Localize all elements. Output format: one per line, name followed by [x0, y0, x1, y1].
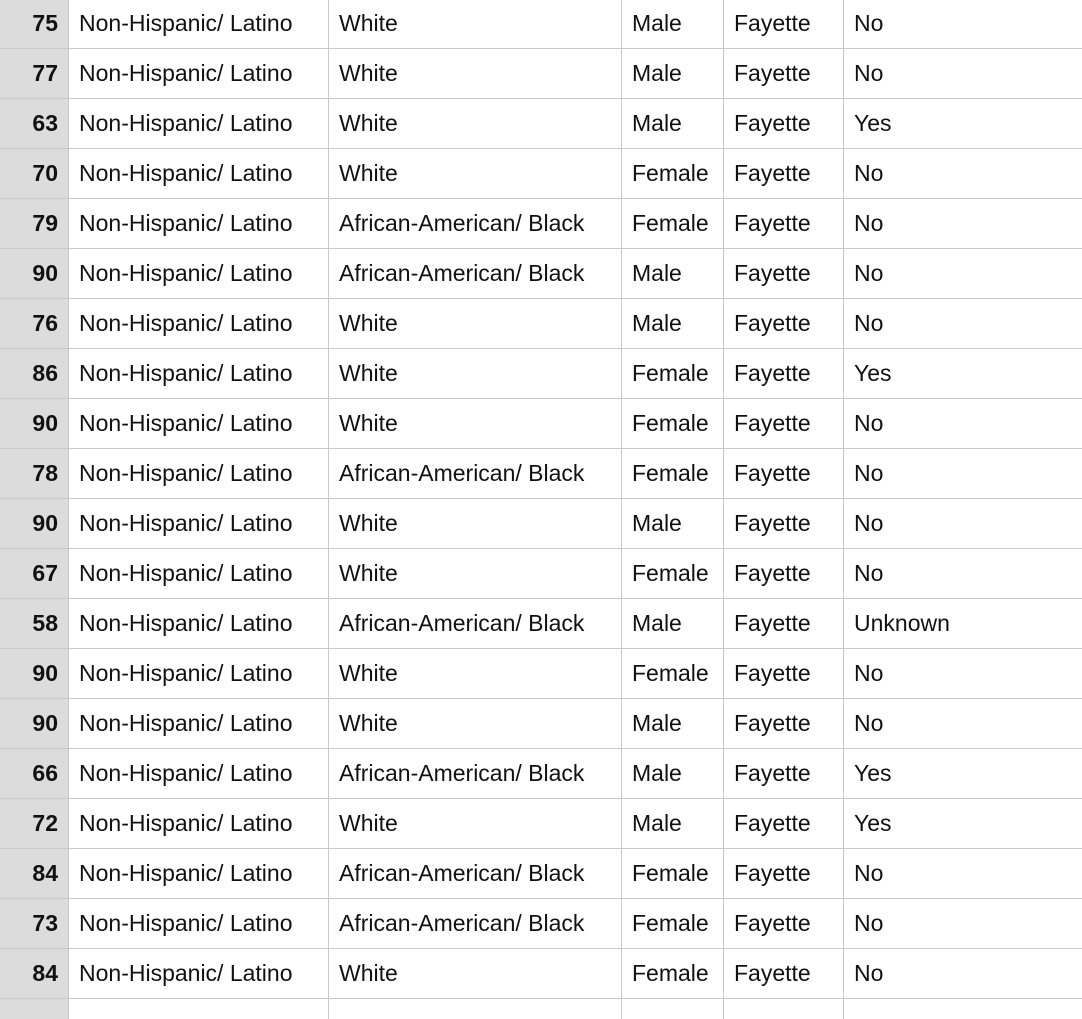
ethnicity-cell[interactable]: Non-Hispanic/ Latino [69, 199, 329, 248]
table-row [0, 199, 1082, 249]
flag-cell[interactable]: No [854, 160, 884, 186]
table-row [0, 949, 1082, 999]
row-header-cell[interactable]: 86 [0, 349, 69, 398]
ethnicity-cell[interactable]: Non-Hispanic/ Latino [69, 749, 329, 798]
flag-cell[interactable]: Yes [854, 760, 892, 786]
row-header-cell[interactable]: 75 [0, 0, 69, 48]
ethnicity-cell[interactable]: Non-Hispanic/ Latino [69, 549, 329, 598]
county-cell[interactable]: Fayette [724, 149, 844, 198]
race-cell[interactable]: White [329, 649, 622, 698]
row-header-cell[interactable]: 58 [0, 599, 69, 648]
ethnicity-cell[interactable]: Non-Hispanic/ Latino [69, 349, 329, 398]
flag-cell[interactable]: No [854, 510, 884, 536]
county-cell[interactable]: Fayette [724, 599, 844, 648]
race-cell[interactable]: White [329, 499, 622, 548]
ethnicity-cell[interactable]: Non-Hispanic/ Latino [69, 649, 329, 698]
flag-cell[interactable]: No [854, 10, 884, 36]
row-header-cell[interactable]: 79 [0, 199, 69, 248]
row-header-cell[interactable]: 90 [0, 649, 69, 698]
ethnicity-cell[interactable]: Non-Hispanic/ Latino [69, 699, 329, 748]
row-header-cell[interactable]: 90 [0, 699, 69, 748]
flag-cell[interactable]: No [854, 410, 884, 436]
sex-cell[interactable]: Male [622, 749, 724, 798]
race-cell[interactable]: White [329, 299, 622, 348]
ethnicity-cell[interactable]: Non-Hispanic/ Latino [69, 399, 329, 448]
county-cell[interactable]: Fayette [724, 499, 844, 548]
table-row [0, 749, 1082, 799]
flag-cell[interactable]: Yes [854, 360, 892, 386]
county-cell[interactable]: Fayette [724, 799, 844, 848]
ethnicity-cell[interactable]: Non-Hispanic/ Latino [69, 99, 329, 148]
row-header-cell[interactable]: 63 [0, 99, 69, 148]
row-header-cell[interactable]: 76 [0, 299, 69, 348]
county-cell[interactable]: Fayette [724, 249, 844, 298]
sex-cell[interactable]: Female [622, 949, 724, 998]
table-row [0, 649, 1082, 699]
sex-cell[interactable]: Female [622, 899, 724, 948]
ethnicity-cell[interactable]: Non-Hispanic/ Latino [69, 249, 329, 298]
race-cell[interactable]: African-American/ Black [329, 899, 622, 948]
county-cell[interactable]: Fayette [724, 849, 844, 898]
ethnicity-cell[interactable]: Non-Hispanic/ Latino [69, 149, 329, 198]
ethnicity-cell[interactable]: Non-Hispanic/ Latino [69, 899, 329, 948]
county-cell[interactable]: Fayette [724, 549, 844, 598]
table-row [0, 849, 1082, 899]
race-cell[interactable]: White [329, 699, 622, 748]
flag-cell[interactable]: No [854, 860, 884, 886]
sex-cell[interactable]: Male [622, 499, 724, 548]
county-cell[interactable]: Fayette [724, 649, 844, 698]
table-row [0, 249, 1082, 299]
county-cell[interactable]: Fayette [724, 49, 844, 98]
row-header-cell[interactable] [0, 999, 69, 1019]
ethnicity-cell[interactable] [69, 999, 329, 1019]
race-cell[interactable]: African-American/ Black [329, 249, 622, 298]
county-cell[interactable]: Fayette [724, 699, 844, 748]
flag-cell[interactable]: Yes [854, 110, 892, 136]
sex-cell[interactable]: Male [622, 49, 724, 98]
county-cell[interactable]: Fayette [724, 949, 844, 998]
flag-cell[interactable] [844, 999, 1082, 1019]
flag-cell[interactable]: No [854, 910, 884, 936]
table-row [0, 99, 1082, 149]
row-header-cell[interactable]: 78 [0, 449, 69, 498]
row-header-cell[interactable]: 67 [0, 549, 69, 598]
sex-cell[interactable]: Female [622, 149, 724, 198]
sex-cell[interactable] [622, 999, 724, 1019]
race-cell[interactable]: White [329, 399, 622, 448]
sex-cell[interactable]: Male [622, 299, 724, 348]
table-row [0, 699, 1082, 749]
ethnicity-cell[interactable]: Non-Hispanic/ Latino [69, 49, 329, 98]
table-row [0, 0, 1082, 49]
sex-cell[interactable]: Female [622, 649, 724, 698]
ethnicity-cell[interactable]: Non-Hispanic/ Latino [69, 0, 329, 48]
table-row [0, 399, 1082, 449]
sex-cell[interactable]: Female [622, 199, 724, 248]
race-cell[interactable]: White [329, 99, 622, 148]
county-cell[interactable]: Fayette [724, 749, 844, 798]
row-header-cell[interactable]: 84 [0, 849, 69, 898]
row-header-cell[interactable]: 66 [0, 749, 69, 798]
race-cell[interactable]: African-American/ Black [329, 599, 622, 648]
ethnicity-cell[interactable]: Non-Hispanic/ Latino [69, 949, 329, 998]
table-row [0, 499, 1082, 549]
sex-cell[interactable]: Female [622, 849, 724, 898]
sex-cell[interactable]: Male [622, 699, 724, 748]
table-row [0, 799, 1082, 849]
table-row [0, 299, 1082, 349]
county-cell[interactable]: Fayette [724, 399, 844, 448]
table-row [0, 899, 1082, 949]
table-row-partial [0, 999, 1082, 1019]
race-cell[interactable]: African-American/ Black [329, 849, 622, 898]
row-header-cell[interactable]: 90 [0, 399, 69, 448]
race-cell[interactable]: White [329, 549, 622, 598]
sex-cell[interactable]: Male [622, 599, 724, 648]
table-row [0, 549, 1082, 599]
row-header-cell[interactable]: 90 [0, 499, 69, 548]
county-cell[interactable]: Fayette [724, 299, 844, 348]
flag-cell[interactable]: No [854, 260, 884, 286]
flag-cell[interactable]: Yes [854, 810, 892, 836]
county-cell[interactable]: Fayette [724, 449, 844, 498]
row-header-cell[interactable]: 90 [0, 249, 69, 298]
flag-cell[interactable]: No [854, 710, 884, 736]
sex-cell[interactable]: Female [622, 349, 724, 398]
flag-cell[interactable]: No [854, 210, 884, 236]
flag-cell[interactable]: No [854, 960, 884, 986]
county-cell[interactable] [724, 999, 844, 1019]
sex-cell[interactable]: Male [622, 99, 724, 148]
county-cell[interactable]: Fayette [724, 0, 844, 48]
race-cell[interactable]: White [329, 349, 622, 398]
flag-cell[interactable]: No [854, 460, 884, 486]
race-cell[interactable]: White [329, 149, 622, 198]
ethnicity-cell[interactable]: Non-Hispanic/ Latino [69, 499, 329, 548]
table-row [0, 149, 1082, 199]
ethnicity-cell[interactable]: Non-Hispanic/ Latino [69, 849, 329, 898]
county-cell[interactable]: Fayette [724, 99, 844, 148]
race-cell[interactable]: African-American/ Black [329, 199, 622, 248]
row-header-cell[interactable]: 72 [0, 799, 69, 848]
county-cell[interactable]: Fayette [724, 349, 844, 398]
flag-cell[interactable]: No [854, 310, 884, 336]
table-row [0, 599, 1082, 649]
ethnicity-cell[interactable]: Non-Hispanic/ Latino [69, 299, 329, 348]
table-row [0, 349, 1082, 399]
sex-cell[interactable]: Female [622, 399, 724, 448]
race-cell[interactable]: African-American/ Black [329, 449, 622, 498]
flag-cell[interactable]: Unknown [854, 610, 950, 636]
race-cell[interactable] [329, 999, 622, 1019]
row-header-cell[interactable]: 77 [0, 49, 69, 98]
table-row [0, 49, 1082, 99]
flag-cell[interactable]: No [854, 560, 884, 586]
county-cell[interactable]: Fayette [724, 199, 844, 248]
sex-cell[interactable]: Male [622, 799, 724, 848]
race-cell[interactable]: White [329, 799, 622, 848]
row-header-cell[interactable]: 73 [0, 899, 69, 948]
row-header-cell[interactable]: 70 [0, 149, 69, 198]
sex-cell[interactable]: Female [622, 449, 724, 498]
table-row [0, 449, 1082, 499]
county-cell[interactable]: Fayette [724, 899, 844, 948]
ethnicity-cell[interactable]: Non-Hispanic/ Latino [69, 599, 329, 648]
race-cell[interactable]: White [329, 949, 622, 998]
race-cell[interactable]: African-American/ Black [329, 749, 622, 798]
race-cell[interactable]: White [329, 49, 622, 98]
race-cell[interactable]: White [329, 0, 622, 48]
flag-cell[interactable]: No [854, 660, 884, 686]
ethnicity-cell[interactable]: Non-Hispanic/ Latino [69, 449, 329, 498]
sex-cell[interactable]: Male [622, 249, 724, 298]
row-header-cell[interactable]: 84 [0, 949, 69, 998]
sex-cell[interactable]: Female [622, 549, 724, 598]
flag-cell[interactable]: No [854, 60, 884, 86]
ethnicity-cell[interactable]: Non-Hispanic/ Latino [69, 799, 329, 848]
sex-cell[interactable]: Male [622, 0, 724, 48]
